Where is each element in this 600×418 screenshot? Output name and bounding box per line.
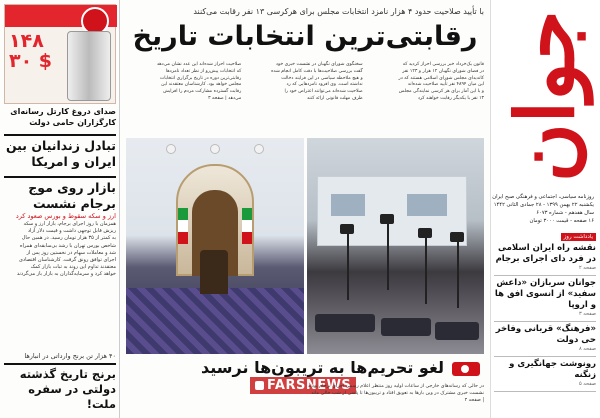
side-item-head: رونوشت جهانگیری و زنگنه — [509, 359, 596, 380]
masthead-column — [490, 0, 600, 418]
body-line: ریزش قابل توجهی داشت و قیمت دلار آزاد — [27, 228, 116, 235]
photo-caption-bar[interactable] — [126, 357, 484, 381]
story-subtitle: ارز و سکه سقوط و بورس صعود کرد — [15, 212, 116, 220]
logo-text: جوان — [498, 10, 592, 183]
photo-caption-body — [234, 383, 484, 404]
side-item[interactable] — [494, 276, 596, 322]
side-item-head: «فرهنگ» قربانی وفاخر حی دولت — [495, 324, 596, 345]
lamp — [166, 144, 176, 154]
lead-line: ۱۳ نفر با یکدیگر رقابت خواهند کرد — [417, 95, 484, 101]
lead-line: می‌دهد | صفحه ۳ — [208, 95, 242, 101]
podium-hall-photo[interactable] — [126, 138, 304, 354]
seat-row — [381, 318, 431, 336]
side-item-page: صفحه ۸ — [579, 346, 596, 352]
lead-column — [369, 62, 484, 132]
story-title: برنج تاریخ گذشته دولتی در سفره ملت! — [19, 367, 116, 411]
lead-line: ظرف مهلت قانونی ارائه کنند — [307, 95, 363, 101]
watermark-text: FARSNEWS — [267, 378, 352, 393]
seat-row — [315, 314, 375, 332]
side-item-head: جوانان سربازان «داعش سفید» از انسوی افق ها و اروپا — [494, 278, 596, 310]
photo-pair — [126, 138, 484, 354]
lead-line: گفت بررسی صلاحیت‌ها با دقت کامل انجام شده — [271, 68, 363, 74]
photo-caption-title: لغو تحریم‌ها به تریبون‌ها نرسید — [201, 358, 444, 377]
tripod — [425, 234, 427, 304]
body-line: به کمتر از ۳۵ هزار تومان رسید. در همین حال — [21, 235, 116, 242]
lead-line: و با این آمار برای هر کرسی نمایندگی مجلس — [398, 89, 484, 95]
camera-icon — [340, 224, 354, 234]
promo-price-top: ۱۴۸ — [9, 30, 44, 52]
lead-line: که انتخابات پیش‌رو از نظر تعداد نامزدها — [165, 68, 242, 74]
divider — [4, 363, 116, 365]
lead-story — [126, 62, 484, 132]
lamp — [254, 144, 264, 154]
story-subtitle: ۴۰ هزار تن برنج وارداتی در انبارها — [24, 352, 116, 360]
side-item-page: صفحه ۲ — [579, 265, 596, 271]
body-line: شد و معاملات سهام در نخستین روز پس از — [26, 249, 116, 256]
side-headlines — [494, 232, 596, 392]
story-title: تبادل زندانیان بین ایران و امریکا — [5, 138, 116, 169]
side-item-head: نقشه راه ایران اسلامی در فرد دای اجرای برجام — [495, 243, 596, 264]
promo-price — [9, 31, 67, 71]
lead-line: این میان ۴۸۹۴ نفر تأیید صلاحیت شده‌اند — [407, 82, 484, 88]
body-line: همزمان با روز اجرای برجام، بازار ارز و سکه — [23, 221, 116, 227]
lead-line: رقابت گسترده مشارکت مردم را افزایش — [163, 89, 242, 95]
masthead-info-line: سال هفدهم - شماره ۶۰۷۳ — [536, 210, 594, 216]
tripod — [347, 230, 349, 300]
side-item-page: صفحه ۳ — [579, 311, 596, 317]
headline-kicker: با تأیید صلاحیت حدود ۴ هزار نامزد انتخابات مجلس برای هرکرسی ۱۳ نفر رقابت می‌کنند — [193, 7, 484, 16]
body-line: شاخص بورس تهران با رشد بی‌سابقه‌ای همراه — [19, 242, 116, 249]
main-column — [120, 0, 490, 418]
divider — [4, 134, 116, 136]
seat-row — [435, 322, 479, 340]
screen — [407, 194, 447, 216]
lead-line: قانون یک‌خرداد خبر بررسی احراز کردید که — [402, 62, 484, 67]
main-headline[interactable]: رقابتی‌ترین انتخابات تاریخ — [132, 21, 478, 52]
tripod — [387, 220, 389, 290]
caption-line: در حالی که رسانه‌های خارجی از ساعات اولیه روز منتظر اعلام رسمی اجرای برجام بودند — [307, 384, 484, 389]
promo-price-bottom: ۳۰ $ — [9, 50, 53, 72]
promo-caption[interactable]: صدای دروغ کارتل رسانه‌ای کارگزاران حامی دولت — [10, 107, 116, 127]
side-item[interactable] — [494, 357, 596, 392]
masthead-info — [492, 193, 594, 225]
flag-icon — [178, 208, 188, 244]
body-line: معتقدند تداوم این روند به ثبات بازار کمک — [30, 264, 116, 271]
body-line: اجرای توافق رونق گرفت. کارشناسان اقتصادی — [18, 257, 116, 264]
lead-line: رقابتی‌ترین دوره در تاریخ برگزاری انتخابات — [159, 75, 242, 81]
lead-line: صلاحیت شده‌اند می‌توانند اعتراض خود را — [284, 89, 363, 95]
body-line: خواهد کرد و سرمایه‌گذاران به بازار باز می‌گردند — [16, 271, 116, 278]
camera-icon — [380, 214, 394, 224]
camera-icon — [450, 232, 464, 242]
side-item[interactable] — [494, 322, 596, 357]
lead-line: و هیچ ملاحظه سیاسی در این فرایند دخالت — [281, 75, 363, 81]
side-item-page: صفحه ۵ — [579, 381, 596, 387]
left-column — [0, 0, 120, 418]
masthead-info-line: ۱۶ صفحه - قیمت ۳۰۰۰ تومان — [529, 218, 594, 224]
newspaper-logo — [496, 4, 594, 189]
caption-line: نشست خبری مشترک در وین بارها به تعویق افتاد و تریبون‌ها تا پاسی از شب خالی ماند — [311, 391, 484, 396]
story-body — [4, 221, 116, 279]
lead-line: سخنگوی شورای نگهبان در نشست خبری خود — [275, 62, 363, 67]
podium — [200, 250, 228, 294]
promo-product-image — [67, 31, 111, 101]
flag-icon — [242, 208, 252, 244]
tripod — [457, 238, 459, 308]
story-title: بازار روی موج برجام نشست — [28, 180, 116, 211]
carpet — [126, 288, 304, 354]
lead-column — [126, 62, 241, 132]
lead-line: مجلس خواهد بود. کارشناسان معتقدند این — [161, 82, 242, 88]
lamp — [210, 144, 220, 154]
masthead-info-line: یکشنبه ۲۲ بهمن ۱۳۹۹ - ۲۸ جمادی الثانی ۱۴۴۲ — [493, 202, 594, 208]
story-market[interactable] — [4, 174, 116, 279]
camera-icon — [452, 362, 480, 376]
divider — [4, 176, 116, 178]
promo-image[interactable] — [4, 4, 116, 104]
lead-line: کاندیدای مجلس شورای اسلامی هستند که در — [398, 75, 484, 81]
lead-line: نداشته است. وی افزود نامزدهایی که رد — [286, 82, 363, 88]
masthead-info-line: روزنامه سیاسی، اجتماعی و فرهنگی صبح ایران — [492, 194, 594, 200]
story-rice[interactable] — [4, 352, 116, 412]
story-prisoner-exchange[interactable] — [4, 132, 116, 170]
lead-column — [247, 62, 362, 132]
press-room-photo[interactable] — [307, 138, 484, 354]
camera-icon — [418, 228, 432, 238]
caption-line: | صفحه ۴ — [464, 398, 484, 403]
screen — [331, 194, 365, 216]
side-tag: یادداشت روز — [561, 233, 596, 241]
side-item[interactable] — [494, 241, 596, 276]
lead-line: در فضای شورای نگهبان ۱۲ هزار و ۱۲۳ نفر — [402, 68, 484, 74]
lead-line: صلاحیت احراز شده‌اند این عدد نشان می‌دهد — [156, 62, 242, 67]
